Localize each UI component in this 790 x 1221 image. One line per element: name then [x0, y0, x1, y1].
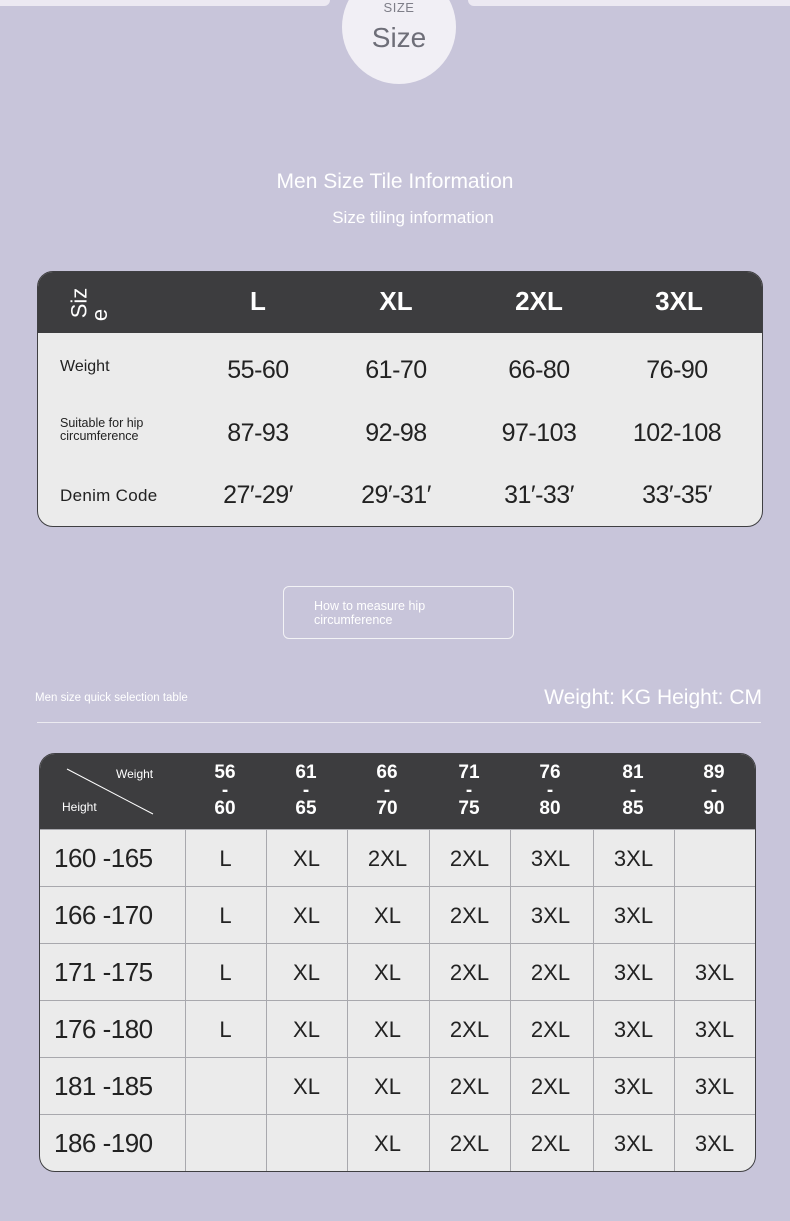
top-bar-right	[468, 0, 790, 6]
tile-corner-part-a: Siz	[66, 287, 92, 319]
quick-table-title: Men size quick selection table	[35, 692, 188, 704]
size-cell: 2XL	[530, 1074, 571, 1099]
size-cell: XL	[374, 960, 401, 985]
weight-header-top: 56	[214, 762, 236, 783]
size-cell: 3XL	[694, 1017, 735, 1042]
weight-header-dash: -	[629, 780, 637, 801]
tile-cell: 31′-33′	[504, 481, 574, 509]
size-cell: 2XL	[449, 1131, 490, 1156]
weight-header-bottom: 80	[539, 798, 561, 819]
size-cell: L	[219, 960, 232, 985]
table-row	[40, 943, 755, 1000]
table-row	[40, 1057, 755, 1114]
corner-weight-label: Weight	[116, 767, 154, 781]
tile-col-header: 3XL	[655, 286, 703, 316]
table-row	[40, 886, 755, 943]
weight-header-top: 89	[703, 762, 725, 783]
tile-cell: 92-98	[365, 419, 427, 447]
badge-title: Size	[371, 22, 427, 53]
size-cell: 2XL	[449, 846, 490, 871]
size-tile-table	[37, 271, 763, 527]
weight-column-header	[674, 764, 754, 818]
weight-header-top: 76	[539, 762, 561, 783]
size-cell: 2XL	[530, 1017, 571, 1042]
tile-cell: 87-93	[227, 419, 289, 447]
size-cell: 2XL	[449, 903, 490, 928]
size-cell: XL	[293, 846, 320, 871]
weight-header-bottom: 85	[622, 798, 644, 819]
weight-header-bottom: 65	[295, 798, 317, 819]
size-cell: XL	[374, 1074, 401, 1099]
weight-column-header	[429, 764, 509, 818]
quick-selection-table	[39, 753, 756, 1172]
weight-header-bottom: 90	[703, 798, 725, 819]
tile-cell: 55-60	[227, 356, 289, 384]
tile-row-label-denim: Denim Code	[60, 486, 158, 505]
size-cell: 3XL	[694, 1131, 735, 1156]
badge-caption: SIZE	[383, 0, 415, 15]
weight-header-dash: -	[221, 780, 229, 801]
weight-column-header	[510, 764, 590, 818]
table-row	[40, 1114, 755, 1171]
size-cell: 3XL	[613, 1017, 654, 1042]
height-range-label: 181 -185	[54, 1071, 153, 1101]
weight-header-dash: -	[546, 780, 554, 801]
height-range-label: 186 -190	[54, 1128, 153, 1158]
tile-cell: 33′-35′	[642, 481, 712, 509]
size-cell: 3XL	[613, 846, 654, 871]
tile-corner-label	[64, 286, 113, 326]
how-to-measure-button[interactable]: How to measure hip circumference	[283, 586, 514, 639]
size-cell: 2XL	[367, 846, 408, 871]
size-cell: XL	[293, 1074, 320, 1099]
weight-header-bottom: 60	[214, 798, 236, 819]
tile-col-header: L	[250, 286, 266, 316]
table-row	[40, 829, 755, 886]
weight-header-bottom: 70	[376, 798, 398, 819]
page-subtitle: Size tiling information	[332, 208, 494, 227]
weight-header-top: 71	[458, 762, 480, 783]
size-cell: 3XL	[613, 1131, 654, 1156]
size-badge	[342, 0, 456, 84]
size-cell: 3XL	[694, 1074, 735, 1099]
size-cell: 3XL	[694, 960, 735, 985]
tile-cell: 66-80	[508, 356, 570, 384]
tile-row-label-hip: Suitable for hip circumference	[60, 416, 144, 443]
size-cell: 2XL	[530, 1131, 571, 1156]
size-cell: 3XL	[613, 1074, 654, 1099]
size-cell: 3XL	[530, 846, 571, 871]
tile-cell: 29′-31′	[361, 481, 431, 509]
size-cell: L	[219, 846, 232, 871]
size-cell: XL	[374, 1131, 401, 1156]
size-cell: XL	[374, 1017, 401, 1042]
height-range-label: 176 -180	[54, 1014, 153, 1044]
size-cell: 2XL	[449, 1017, 490, 1042]
weight-column-header	[347, 764, 427, 818]
tile-cell: 102-108	[632, 419, 722, 447]
tile-cell: 97-103	[501, 419, 577, 447]
size-cell: L	[219, 903, 232, 928]
size-cell: XL	[293, 903, 320, 928]
table-row	[40, 1000, 755, 1057]
weight-header-bottom: 75	[458, 798, 480, 819]
weight-header-dash: -	[383, 780, 391, 801]
page-title: Men Size Tile Information	[276, 170, 514, 193]
weight-column-header	[266, 764, 346, 818]
height-range-label: 166 -170	[54, 900, 153, 930]
size-cell: 2XL	[449, 960, 490, 985]
height-range-label: 160 -165	[54, 843, 153, 873]
tile-cell: 27′-29′	[223, 481, 293, 509]
size-cell: XL	[293, 1017, 320, 1042]
corner-height-label: Height	[62, 800, 97, 814]
tile-col-header: 2XL	[515, 286, 563, 316]
weight-header-dash: -	[710, 780, 718, 801]
tile-col-header: XL	[379, 286, 413, 316]
quick-table-header	[40, 754, 755, 829]
tile-cell: 76-90	[646, 356, 708, 384]
corner-diagonal	[40, 754, 186, 829]
weight-header-dash: -	[302, 780, 310, 801]
size-cell: 3XL	[613, 960, 654, 985]
size-cell: 2XL	[449, 1074, 490, 1099]
section-divider	[37, 722, 761, 723]
weight-header-top: 66	[376, 762, 398, 783]
tile-corner-part-b: e	[87, 308, 113, 322]
units-label: Weight: KG Height: CM	[544, 686, 762, 709]
height-range-label: 171 -175	[54, 957, 153, 987]
size-cell: XL	[374, 903, 401, 928]
tile-row-label-weight: Weight	[60, 358, 110, 375]
size-cell: 3XL	[530, 903, 571, 928]
top-bar-left	[0, 0, 330, 6]
tile-table-header	[38, 272, 762, 333]
weight-header-dash: -	[465, 780, 473, 801]
tile-cell: 61-70	[365, 356, 427, 384]
weight-column-header	[593, 764, 673, 818]
size-cell: L	[219, 1017, 232, 1042]
weight-header-top: 61	[295, 762, 317, 783]
size-cell: 3XL	[613, 903, 654, 928]
size-cell: XL	[293, 960, 320, 985]
size-cell: 2XL	[530, 960, 571, 985]
weight-header-top: 81	[622, 762, 644, 783]
weight-column-header	[185, 764, 265, 818]
